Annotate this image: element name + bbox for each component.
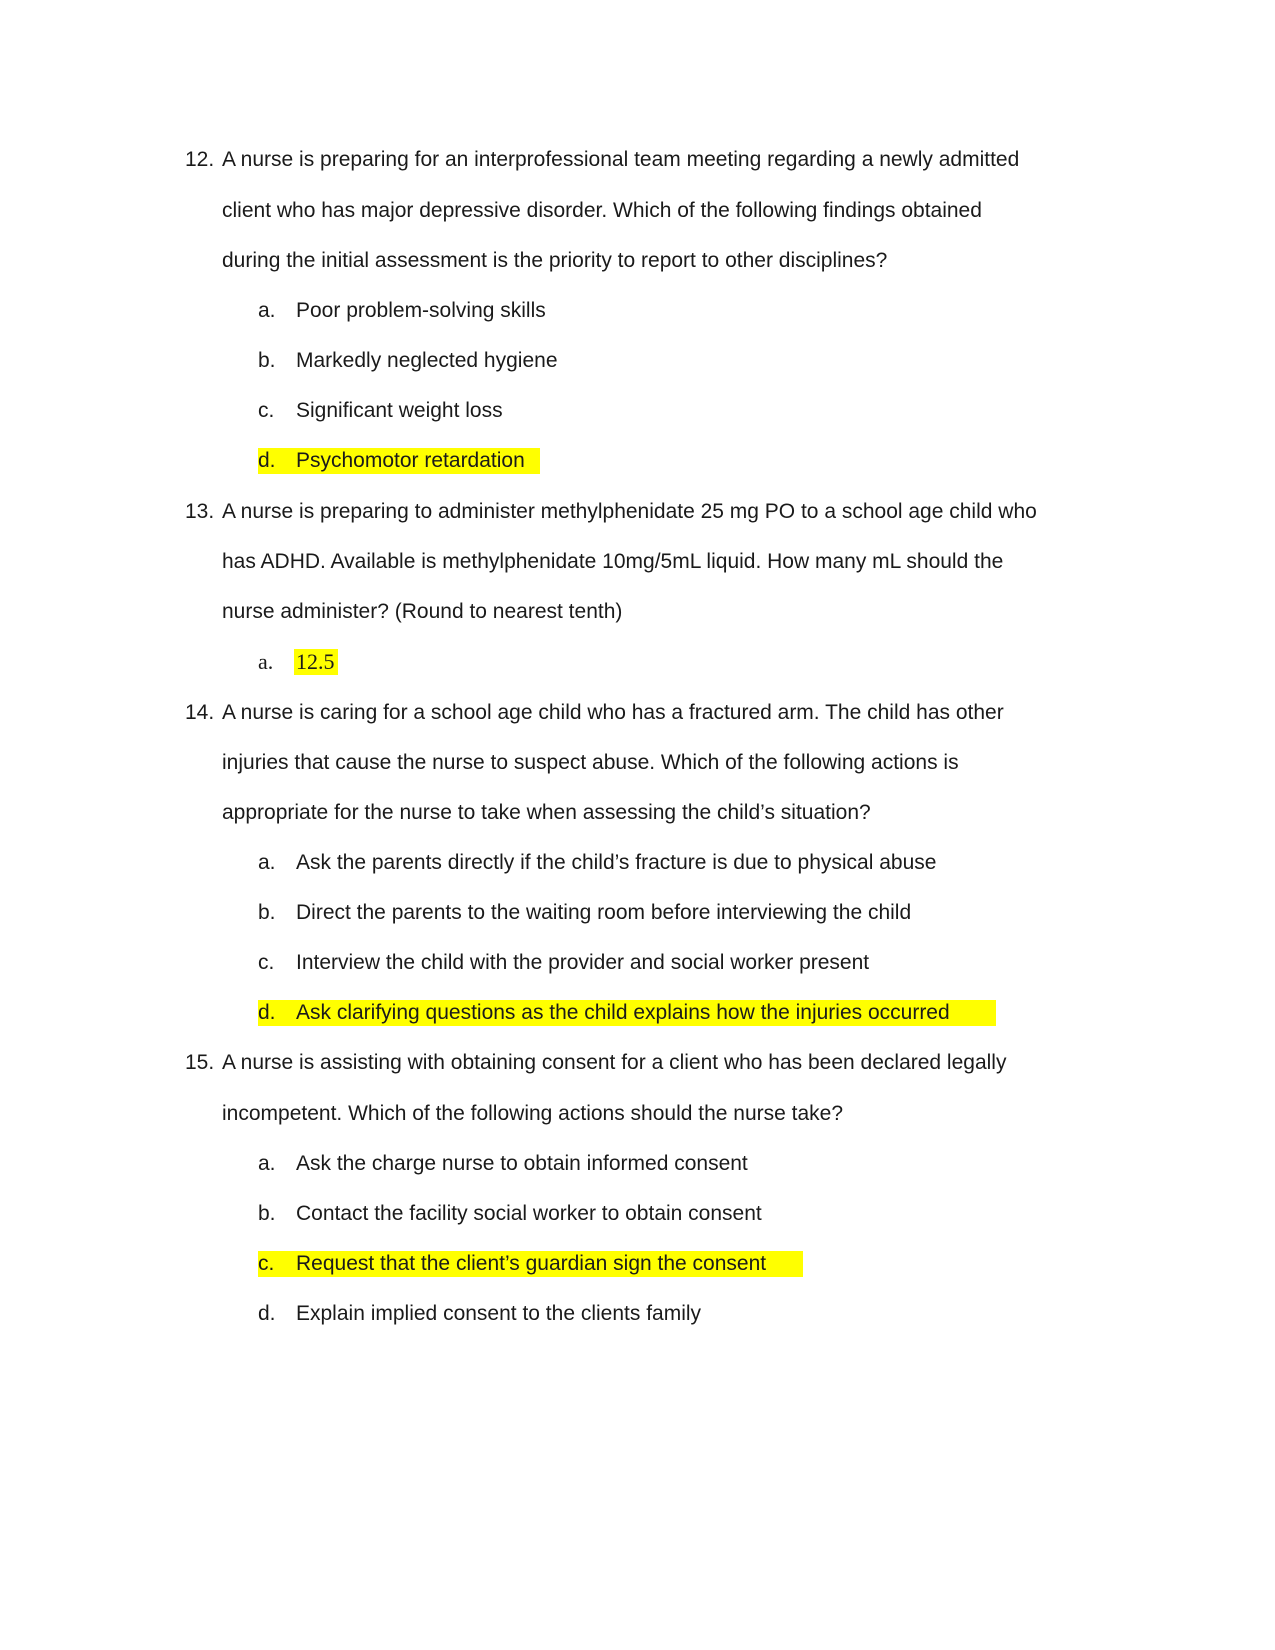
option-text: Ask the parents directly if the child’s fracture is due to physical abuse	[296, 851, 937, 874]
question-number: 12.	[185, 148, 215, 171]
option-letter: b.	[258, 349, 276, 372]
option-text: Direct the parents to the waiting room before interviewing the child	[296, 901, 912, 924]
option-letter: c.	[258, 951, 275, 974]
question-number: 13.	[185, 500, 215, 523]
question-stem: nurse administer? (Round to nearest tenth)	[222, 600, 623, 623]
question-stem: A nurse is preparing to administer methylphenidate 25 mg PO to a school age child who	[222, 500, 1037, 523]
question-stem: during the initial assessment is the priority to report to other disciplines?	[222, 249, 888, 272]
option-letter: c.	[258, 1252, 275, 1275]
option-text: Ask the charge nurse to obtain informed consent	[296, 1152, 748, 1175]
question-stem: A nurse is preparing for an interprofessional team meeting regarding a newly admitted	[222, 148, 1020, 171]
question-number: 15.	[185, 1051, 215, 1074]
option-letter: a.	[258, 1152, 276, 1175]
question-number: 14.	[185, 701, 215, 724]
option-letter: d.	[258, 449, 276, 472]
question-stem: injuries that cause the nurse to suspect abuse. Which of the following actions is	[222, 751, 959, 774]
option-text: Contact the facility social worker to obtain consent	[296, 1202, 762, 1225]
option-letter: d.	[258, 1001, 276, 1024]
option-letter: d.	[258, 1302, 276, 1325]
option-text: 12.5	[296, 649, 335, 674]
option-letter: c.	[258, 399, 275, 422]
question-stem: A nurse is assisting with obtaining consent for a client who has been declared legally	[222, 1051, 1007, 1074]
option-letter: b.	[258, 901, 276, 924]
option-text: Psychomotor retardation	[296, 449, 525, 472]
option-text: Markedly neglected hygiene	[296, 349, 558, 372]
question-stem: incompetent. Which of the following actions should the nurse take?	[222, 1102, 844, 1125]
question-stem: A nurse is caring for a school age child who has a fractured arm. The child has other	[222, 701, 1004, 724]
question-stem: appropriate for the nurse to take when assessing the child’s situation?	[222, 801, 871, 824]
option-text: Explain implied consent to the clients family	[296, 1302, 702, 1325]
option-text: Request that the client’s guardian sign the consent	[296, 1252, 767, 1275]
option-letter: a.	[258, 299, 276, 322]
option-text: Poor problem-solving skills	[296, 299, 546, 322]
option-text: Ask clarifying questions as the child explains how the injuries occurred	[296, 1001, 950, 1024]
question-stem: client who has major depressive disorder. Which of the following findings obtained	[222, 199, 982, 222]
option-text: Interview the child with the provider and social worker present	[296, 951, 870, 974]
option-letter: a.	[258, 649, 274, 674]
option-text: Significant weight loss	[296, 399, 503, 422]
option-letter: b.	[258, 1202, 276, 1225]
option-letter: a.	[258, 851, 276, 874]
question-stem: has ADHD. Available is methylphenidate 10mg/5mL liquid. How many mL should the	[222, 550, 1004, 573]
